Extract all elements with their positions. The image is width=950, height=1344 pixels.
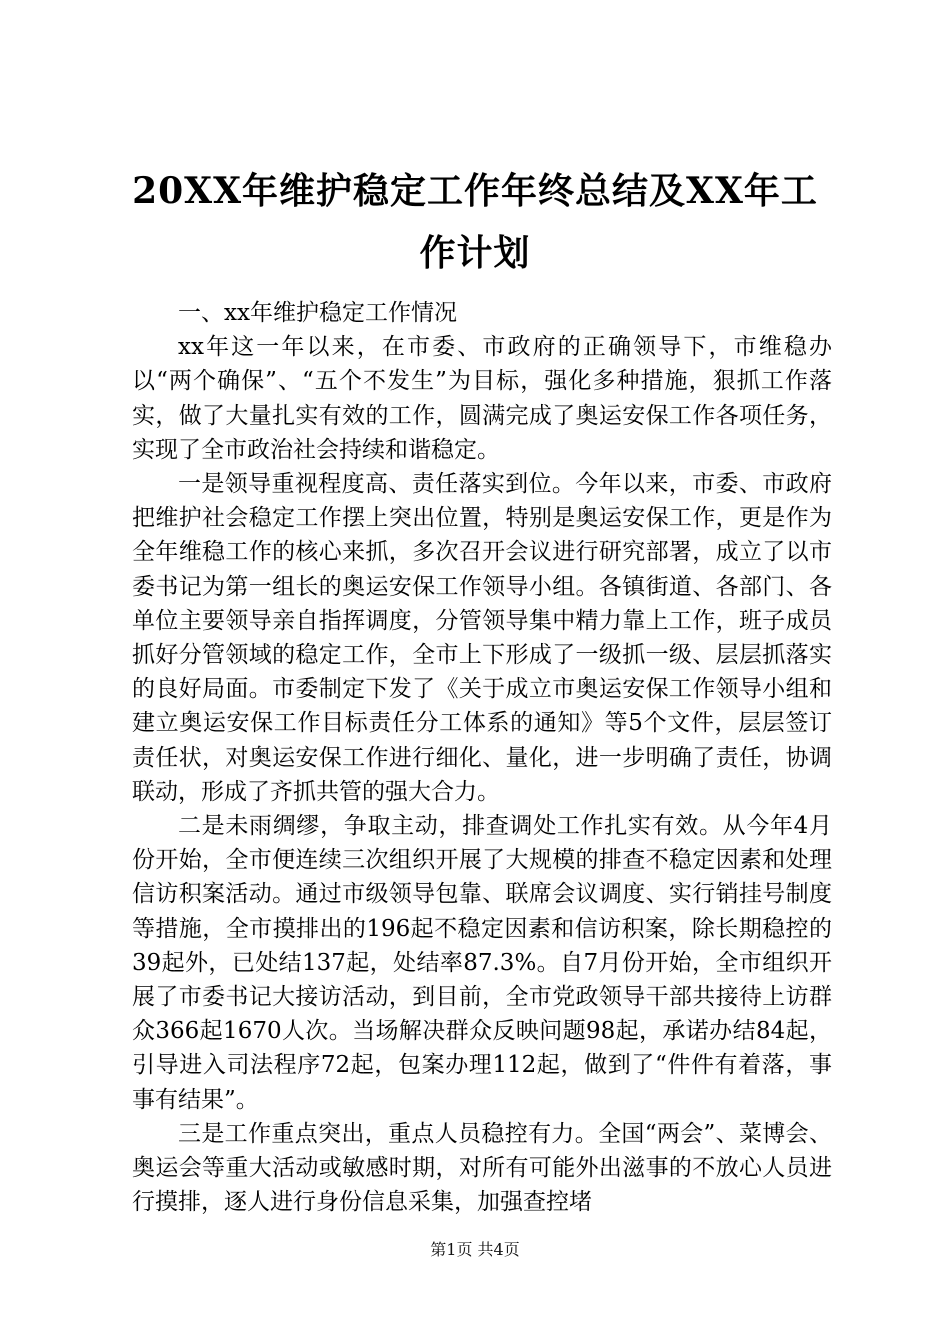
page-footer: 第1页 共4页 bbox=[430, 1240, 520, 1259]
paragraph: 二是未雨绸缪，争取主动，排查调处工作扎实有效。从今年4月份开始，全市便连续三次组织开展了大规模的排查不稳定因素和处理信访积案活动。通过市级领导包靠、联席会议调度、实行销挂号制度等措施，全市摸排出的196起不稳定因素和信访积案，除长期稳控的39起外，已处结137起，处结率87.3%。自7月份开始，全市组织开展了市委书记大接访活动，到目前，全市党政领导干部共接待上访群众366起1670人次。当场解决群众反映问题98起，承诺办结84起，引导进入司法程序72起，包案办理112起，做到了“件件有着落，事事有结果”。 bbox=[132, 813, 832, 1113]
section-heading: 一、xx年维护稳定工作情况 bbox=[178, 300, 457, 326]
paragraph: xx年这一年以来，在市委、市政府的正确领导下，市维稳办以“两个确保”、“五个不发生”为目标，强化多种措施，狠抓工作落实，做了大量扎实有效的工作，圆满完成了奥运安保工作各项任务，实现了全市政治社会持续和谐稳定。 bbox=[132, 334, 832, 463]
document-body bbox=[132, 296, 832, 1219]
document-title: 20XX年维护稳定工作年终总结及XX年工作计划 bbox=[132, 170, 818, 274]
paragraph: 一是领导重视程度高、责任落实到位。今年以来，市委、市政府把维护社会稳定工作摆上突出位置，特别是奥运安保工作，更是作为全年维稳工作的核心来抓，多次召开会议进行研究部署，成立了以市委书记为第一组长的奥运安保工作领导小组。各镇街道、各部门、各单位主要领导亲自指挥调度，分管领导集中精力靠上工作，班子成员抓好分管领域的稳定工作，全市上下形成了一级抓一级、层层抓落实的良好局面。市委制定下发了《关于成立市奥运安保工作领导小组和建立奥运安保工作目标责任分工体系的通知》等5个文件，层层签订责任状，对奥运安保工作进行细化、量化，进一步明确了责任，协调联动，形成了齐抓共管的强大合力。 bbox=[132, 471, 832, 805]
paragraph: 三是工作重点突出，重点人员稳控有力。全国“两会”、菜博会、奥运会等重大活动或敏感时期，对所有可能外出滋事的不放心人员进行摸排，逐人进行身份信息采集，加强查控堵 bbox=[132, 1120, 832, 1216]
